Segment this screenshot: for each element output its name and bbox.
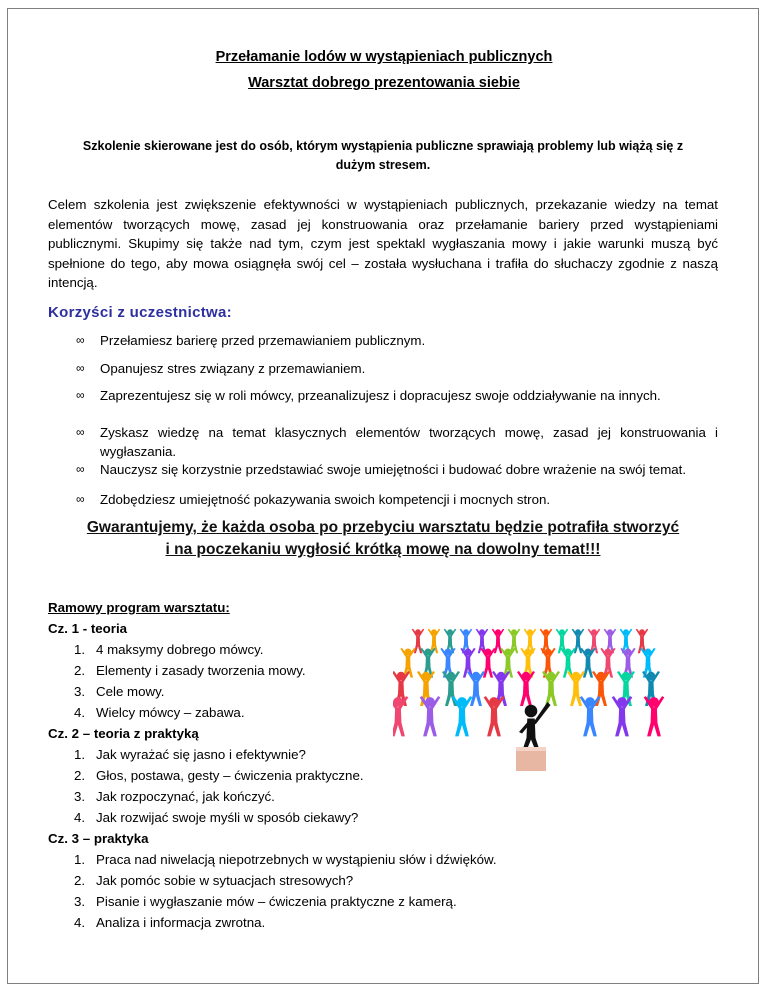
item-number: 1. [74,642,86,657]
title-line-2: Warsztat dobrego prezentowania siebie [248,75,520,91]
speaker-crowd-illustration [393,614,683,786]
item-text: Jak rozwijać swoje myśli w sposób ciekawy? [96,810,359,825]
item-number: 3. [74,789,86,804]
benefits-heading: Korzyści z uczestnictwa: [48,304,232,321]
item-number: 1. [74,747,86,762]
item-text: Wielcy mówcy – zabawa. [96,705,245,720]
item-number: 4. [74,810,86,825]
item-number: 1. [74,852,86,867]
intro-paragraph: Celem szkolenia jest zwiększenie efektywności w wystąpieniach publicznych, przekazanie wiedzy na temat elementów tworzących mowę, zasad jej konstruowania oraz przełamanie bariery przed wystąpieniami publicznymi. Skupimy się także nad tym, czym jest spektakl wygłaszania mowy i jakie warunki muszą być spełnione do tego, aby mowa osiągnęła swój cel – została wysłuchana i trafiła do słuchaczy zgodnie z naszą intencją. [48,197,718,291]
benefit-item [76,386,718,405]
program-part-title: Cz. 3 – praktyka [48,831,149,846]
infinity-bullet-icon: ∞ [76,492,85,506]
item-number: 2. [74,873,86,888]
benefit-item [76,359,718,378]
item-number: 3. [74,684,86,699]
crowd-figure [592,671,610,706]
program-part-title: Cz. 1 - teoria [48,621,128,636]
infinity-bullet-icon: ∞ [76,462,85,476]
item-number: 3. [74,894,86,909]
program-heading: Ramowy program warsztatu: [48,600,230,615]
item-text: Jak pomóc sobie w sytuacjach stresowych? [96,873,354,888]
document-page [7,8,759,984]
program-part-title: Cz. 2 – teoria z praktyką [48,726,199,741]
benefit-item [76,423,718,461]
target-audience-note: Szkolenie skierowane jest do osób, którym wystąpienia publiczne sprawiają problemy lub wiążą się z dużym stresem. [82,139,684,172]
benefit-text: Opanujesz stres związany z przemawianiem. [100,361,366,376]
item-text: Elementy i zasady tworzenia mowy. [96,663,306,678]
guarantee-line-2: i na poczekaniu wygłosić krótką mowę na dowolny temat!!! [165,541,601,558]
item-text: Jak wyrażać się jasno i efektywnie? [96,747,306,762]
benefit-item [76,331,718,350]
benefit-text: Nauczysz się korzystnie przedstawiać swoje umiejętności i budować dobre wrażenie na swój temat. [100,462,687,477]
crowd-figure [484,696,505,736]
item-number: 4. [74,705,86,720]
infinity-bullet-icon: ∞ [76,425,85,439]
program-item [48,891,497,912]
item-text: Analiza i informacja zwrotna. [96,915,266,930]
item-number: 2. [74,768,86,783]
benefit-text: Zyskasz wiedzę na temat klasycznych elementów tworzących mowę, zasad jej konstruowania i wygłaszania. [100,425,718,459]
item-text: 4 maksymy dobrego mówcy. [96,642,264,657]
infinity-bullet-icon: ∞ [76,388,85,402]
guarantee-line-1: Gwarantujemy, że każda osoba po przebyciu warsztatu będzie potrafiła stworzyć [86,519,680,536]
pedestal-top [516,747,546,751]
infinity-bullet-icon: ∞ [76,333,85,347]
item-text: Cele mowy. [96,684,165,699]
program-item [48,912,497,933]
benefit-text: Zaprezentujesz się w roli mówcy, przeanalizujesz i dopracujesz swoje oddziaływanie na innych. [100,388,661,403]
program-item [48,786,497,807]
title-line-1: Przełamanie lodów w wystąpieniach publicznych [215,49,553,65]
program-item [48,849,497,870]
benefit-text: Przełamiesz barierę przed przemawianiem publicznym. [100,333,426,348]
pedestal [516,749,546,771]
benefit-text: Zdobędziesz umiejętność pokazywania swoich kompetencji i mocnych stron. [100,492,551,507]
speaker-figure [519,702,551,747]
item-number: 2. [74,663,86,678]
crowd-figure [393,696,408,736]
item-number: 4. [74,915,86,930]
benefit-item [76,490,718,509]
item-text: Jak rozpoczynać, jak kończyć. [96,789,275,804]
infinity-bullet-icon: ∞ [76,361,85,375]
program-item [48,870,497,891]
program-item [48,807,497,828]
benefit-item [76,460,718,479]
item-text: Głos, postawa, gesty – ćwiczenia praktyczne. [96,768,364,783]
item-text: Pisanie i wygłaszanie mów – ćwiczenia praktyczne z kamerą. [96,894,457,909]
item-text: Praca nad niwelacją niepotrzebnych w wystąpieniu słów i dźwięków. [96,852,497,867]
